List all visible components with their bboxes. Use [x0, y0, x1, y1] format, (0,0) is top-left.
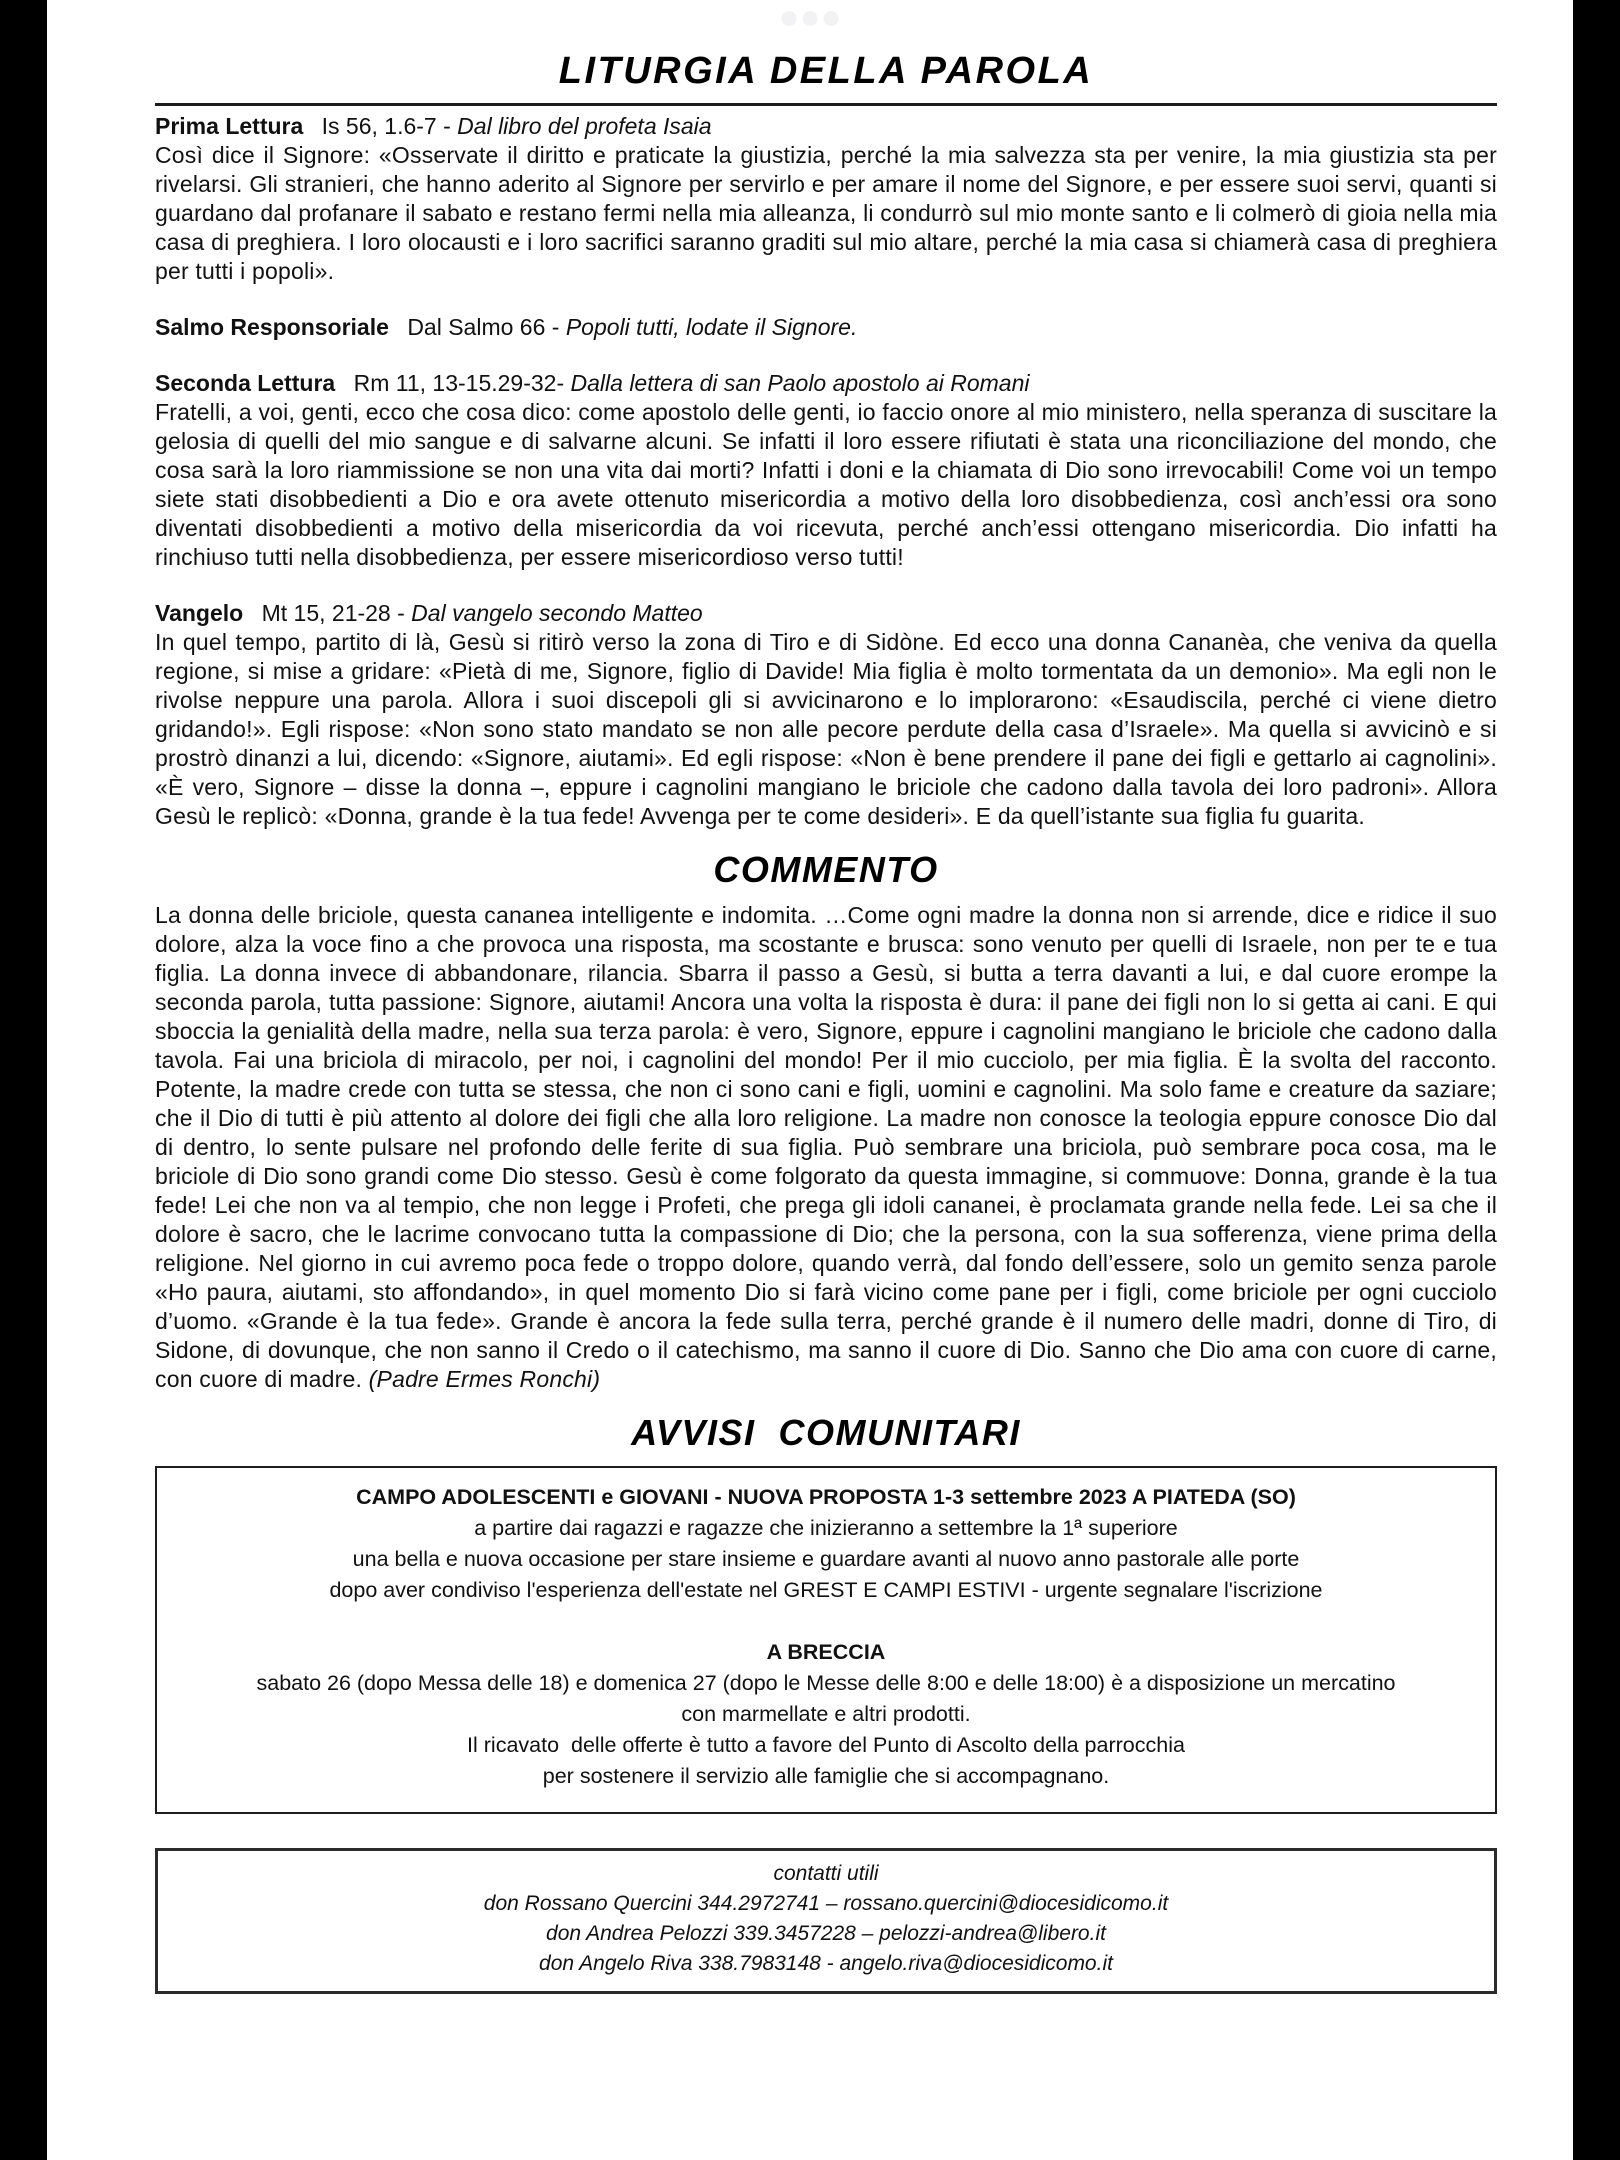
announcement-title: CAMPO ADOLESCENTI e GIOVANI - NUOVA PROPOSTA 1-3 settembre 2023 A PIATEDA (SO) — [356, 1485, 1296, 1509]
dot-icon — [824, 11, 839, 26]
commento-heading: COMMENTO — [713, 849, 939, 890]
reading-source: Popoli tutti, lodate il Signore. — [565, 314, 858, 340]
reading-vangelo — [155, 599, 1497, 831]
reading-title: Salmo Responsoriale — [155, 314, 389, 340]
announcement-breccia — [179, 1637, 1473, 1792]
announcements-box — [155, 1466, 1497, 1814]
reading-title: Prima Lettura — [155, 113, 304, 139]
reading-seconda-lettura — [155, 369, 1497, 572]
announcement-line: a partire dai ragazzi e ragazze che inizieranno a settembre la 1ª superiore — [474, 1516, 1178, 1540]
dot-icon — [782, 11, 797, 26]
commento-body — [155, 901, 1497, 1394]
commento-text: La donna delle briciole, questa cananea intelligente e indomita. …Come ogni madre la donna non si arrende, dice e ridice il suo dolore, alza la voce fino a che provoca una risposta, ma scostante e brusca: sono venuto per quelli di Israele, non per te e tua figlia. La donna invece di abbandonare, rilancia. Sbarra il passo a Gesù, si butta a terra davanti a lui, e dal cuore erompe la seconda parola, tutta passione: Signore, aiutami! Ancora una volta la risposta è dura: il pane dei figli non lo si getta ai cani. E qui sboccia la genialità della madre, nella sua terza parola: è vero, Signore, eppure i cagnolini mangiano le briciole che cadono dalla tavola. Fai una briciola di miracolo, per noi, i cagnolini del mondo! Per il mio cucciolo, per mia figlia. È la svolta del racconto. Potente, la madre crede con tutta se stessa, che non ci sono cani e figli, uomini e cagnolini. Ma solo fame e creature da saziare; che il Dio di tutti è più attento al dolore dei figli che alla loro religione. La madre non conosce la teologia eppure conosce Dio dal di dentro, lo sente pulsare nel profondo delle ferite di sua figlia. Può sembrare una briciola, può sembrare poca cosa, ma le briciole di Dio sono grandi come Dio stesso. Gesù è come folgorato da questa immagine, si commuove: Donna, grande è la tua fede! Lei che non va al tempio, che non legge i Profeti, che prega gli idoli cananei, è proclamata grande nella fede. Lei sa che il dolore è sacro, che le lacrime convocano tutta la compassione di Dio; che la persona, con la sua sofferenza, viene prima della religione. Nel giorno in cui avremo poca fede o troppo dolore, quando verrà, dal fondo dell’essere, solo un gemito senza parole «Ho paura, aiutami, sto affondando», in quel momento Dio si farà vicino come pane per i figli, come briciole per ogni cucciolo d’uomo. «Grande è la tua fede». Grande è ancora la fede sulla terra, perché grande è il numero delle madri, donne di Tiro, di Sidone, di dovunque, che non sanno il Credo o il catechismo, ma sanno il cuore di Dio. Sanno che Dio ama con cuore di carne, con cuore di madre. — [155, 902, 1497, 1392]
commento-attribution: (Padre Ermes Ronchi) — [368, 1366, 601, 1392]
reading-header — [155, 112, 1497, 141]
announcement-line: dopo aver condiviso l'esperienza dell'estate nel GREST E CAMPI ESTIVI - urgente segnalare l'iscrizione — [329, 1578, 1323, 1602]
reading-reference: Dal Salmo 66 - — [407, 314, 560, 340]
box-spacer — [179, 1606, 1473, 1637]
dot-icon — [803, 11, 818, 26]
reading-source: Dal vangelo secondo Matteo — [411, 600, 703, 626]
reading-reference: Mt 15, 21-28 - — [261, 600, 405, 626]
announcement-line: Il ricavato delle offerte è tutto a favore del Punto di Ascolto della parrocchia — [467, 1733, 1185, 1757]
page-title: LITURGIA DELLA PAROLA — [558, 50, 1094, 92]
reading-header — [155, 369, 1497, 398]
reading-source: Dalla lettera di san Paolo apostolo ai Romani — [570, 370, 1030, 396]
contacts-title: contatti utili — [773, 1862, 879, 1885]
announcement-line: per sostenere il servizio alle famiglie che si accompagnano. — [542, 1764, 1110, 1788]
reading-body: In quel tempo, partito di là, Gesù si ritirò verso la zona di Tiro e di Sidòne. Ed ecco una donna Cananèa, che veniva da quella regione, si mise a gridare: «Pietà di me, Signore, figlio di Davide! Mia figlia è molto tormentata da un demonio». Ma egli non le rivolse neppure una parola. Allora i suoi discepoli gli si avvicinarono e lo implorarono: «Esaudiscila, perché ci viene dietro gridando!». Egli rispose: «Non sono stato mandato se non alle pecore perdute della casa d’Israele». Ma quella si avvicinò e si prostrò dinanzi a lui, dicendo: «Signore, aiutami». Ed egli rispose: «Non è bene prendere il pane dei figli e gettarlo ai cagnolini». «È vero, Signore – disse la donna –, eppure i cagnolini mangiano le briciole che cadono dalla tavola dei loro padroni». Allora Gesù le replicò: «Donna, grande è la tua fede! Avvenga per te come desideri». E da quell’istante sua figlia fu guarita. — [155, 629, 1497, 829]
bulletin-page — [47, 0, 1573, 2160]
announcement-line: sabato 26 (dopo Messa delle 18) e domenica 27 (dopo le Messe delle 8:00 e delle 18:00) è a disposizione un mercatino — [256, 1671, 1396, 1695]
announcement-campo — [179, 1482, 1473, 1606]
announcement-title: A BRECCIA — [766, 1640, 886, 1664]
window-dots — [782, 11, 839, 26]
reading-body: Fratelli, a voi, genti, ecco che cosa dico: come apostolo delle genti, io faccio onore al mio ministero, nella speranza di suscitare la gelosia di quelli del mio sangue e di salvarne alcuni. Se infatti il loro essere rifiutati è stata una riconciliazione del mondo, che cosa sarà la loro riammissione se non una vita dai morti? Infatti i doni e la chiamata di Dio sono irrevocabili! Come voi un tempo siete stati disobbedienti a Dio e ora avete ottenuto misericordia a motivo della loro disobbedienza, così anch’essi ora sono diventati disobbedienti a motivo della misericordia da voi ricevuta, perché anch’essi ottengano misericordia. Dio infatti ha rinchiuso tutti nella disobbedienza, per essere misericordioso verso tutti! — [155, 399, 1497, 570]
reading-title: Seconda Lettura — [155, 370, 336, 396]
reading-body: Così dice il Signore: «Osservate il diritto e praticate la giustizia, perché la mia salvezza sta per venire, la mia giustizia sta per rivelarsi. Gli stranieri, che hanno aderito al Signore per servirlo e per amare il nome del Signore, e per essere suoi servi, quanti si guardano dal profanare il sabato e restano fermi nella mia alleanza, li condurrò sul mio monte santo e li colmerò di gioia nella mia casa di preghiera. I loro olocausti e i loro sacrifici saranno graditi sul mio altare, perché la mia casa si chiamerà casa di preghiera per tutti i popoli». — [155, 142, 1497, 284]
reading-title: Vangelo — [155, 600, 244, 626]
reading-reference: Rm 11, 13-15.29-32- — [353, 370, 565, 396]
reading-header — [155, 313, 1497, 342]
reading-header — [155, 599, 1497, 628]
title-rule — [155, 103, 1497, 106]
contacts-box — [155, 1848, 1497, 1994]
announcement-line: con marmellate e altri prodotti. — [681, 1702, 971, 1726]
reading-prima-lettura — [155, 112, 1497, 286]
contact-line: don Rossano Quercini 344.2972741 – rossano.quercini@diocesidicomo.it — [483, 1892, 1169, 1915]
avvisi-heading: AVVISI COMUNITARI — [631, 1412, 1021, 1453]
reading-reference: Is 56, 1.6-7 - — [321, 113, 451, 139]
reading-source: Dal libro del profeta Isaia — [457, 113, 712, 139]
contact-line: don Andrea Pelozzi 339.3457228 – pelozzi-andrea@libero.it — [546, 1922, 1106, 1945]
contact-line: don Angelo Riva 338.7983148 - angelo.riva@diocesidicomo.it — [539, 1952, 1113, 1975]
reading-salmo-responsoriale — [155, 313, 1497, 342]
announcement-line: una bella e nuova occasione per stare insieme e guardare avanti al nuovo anno pastorale alle porte — [352, 1547, 1300, 1571]
